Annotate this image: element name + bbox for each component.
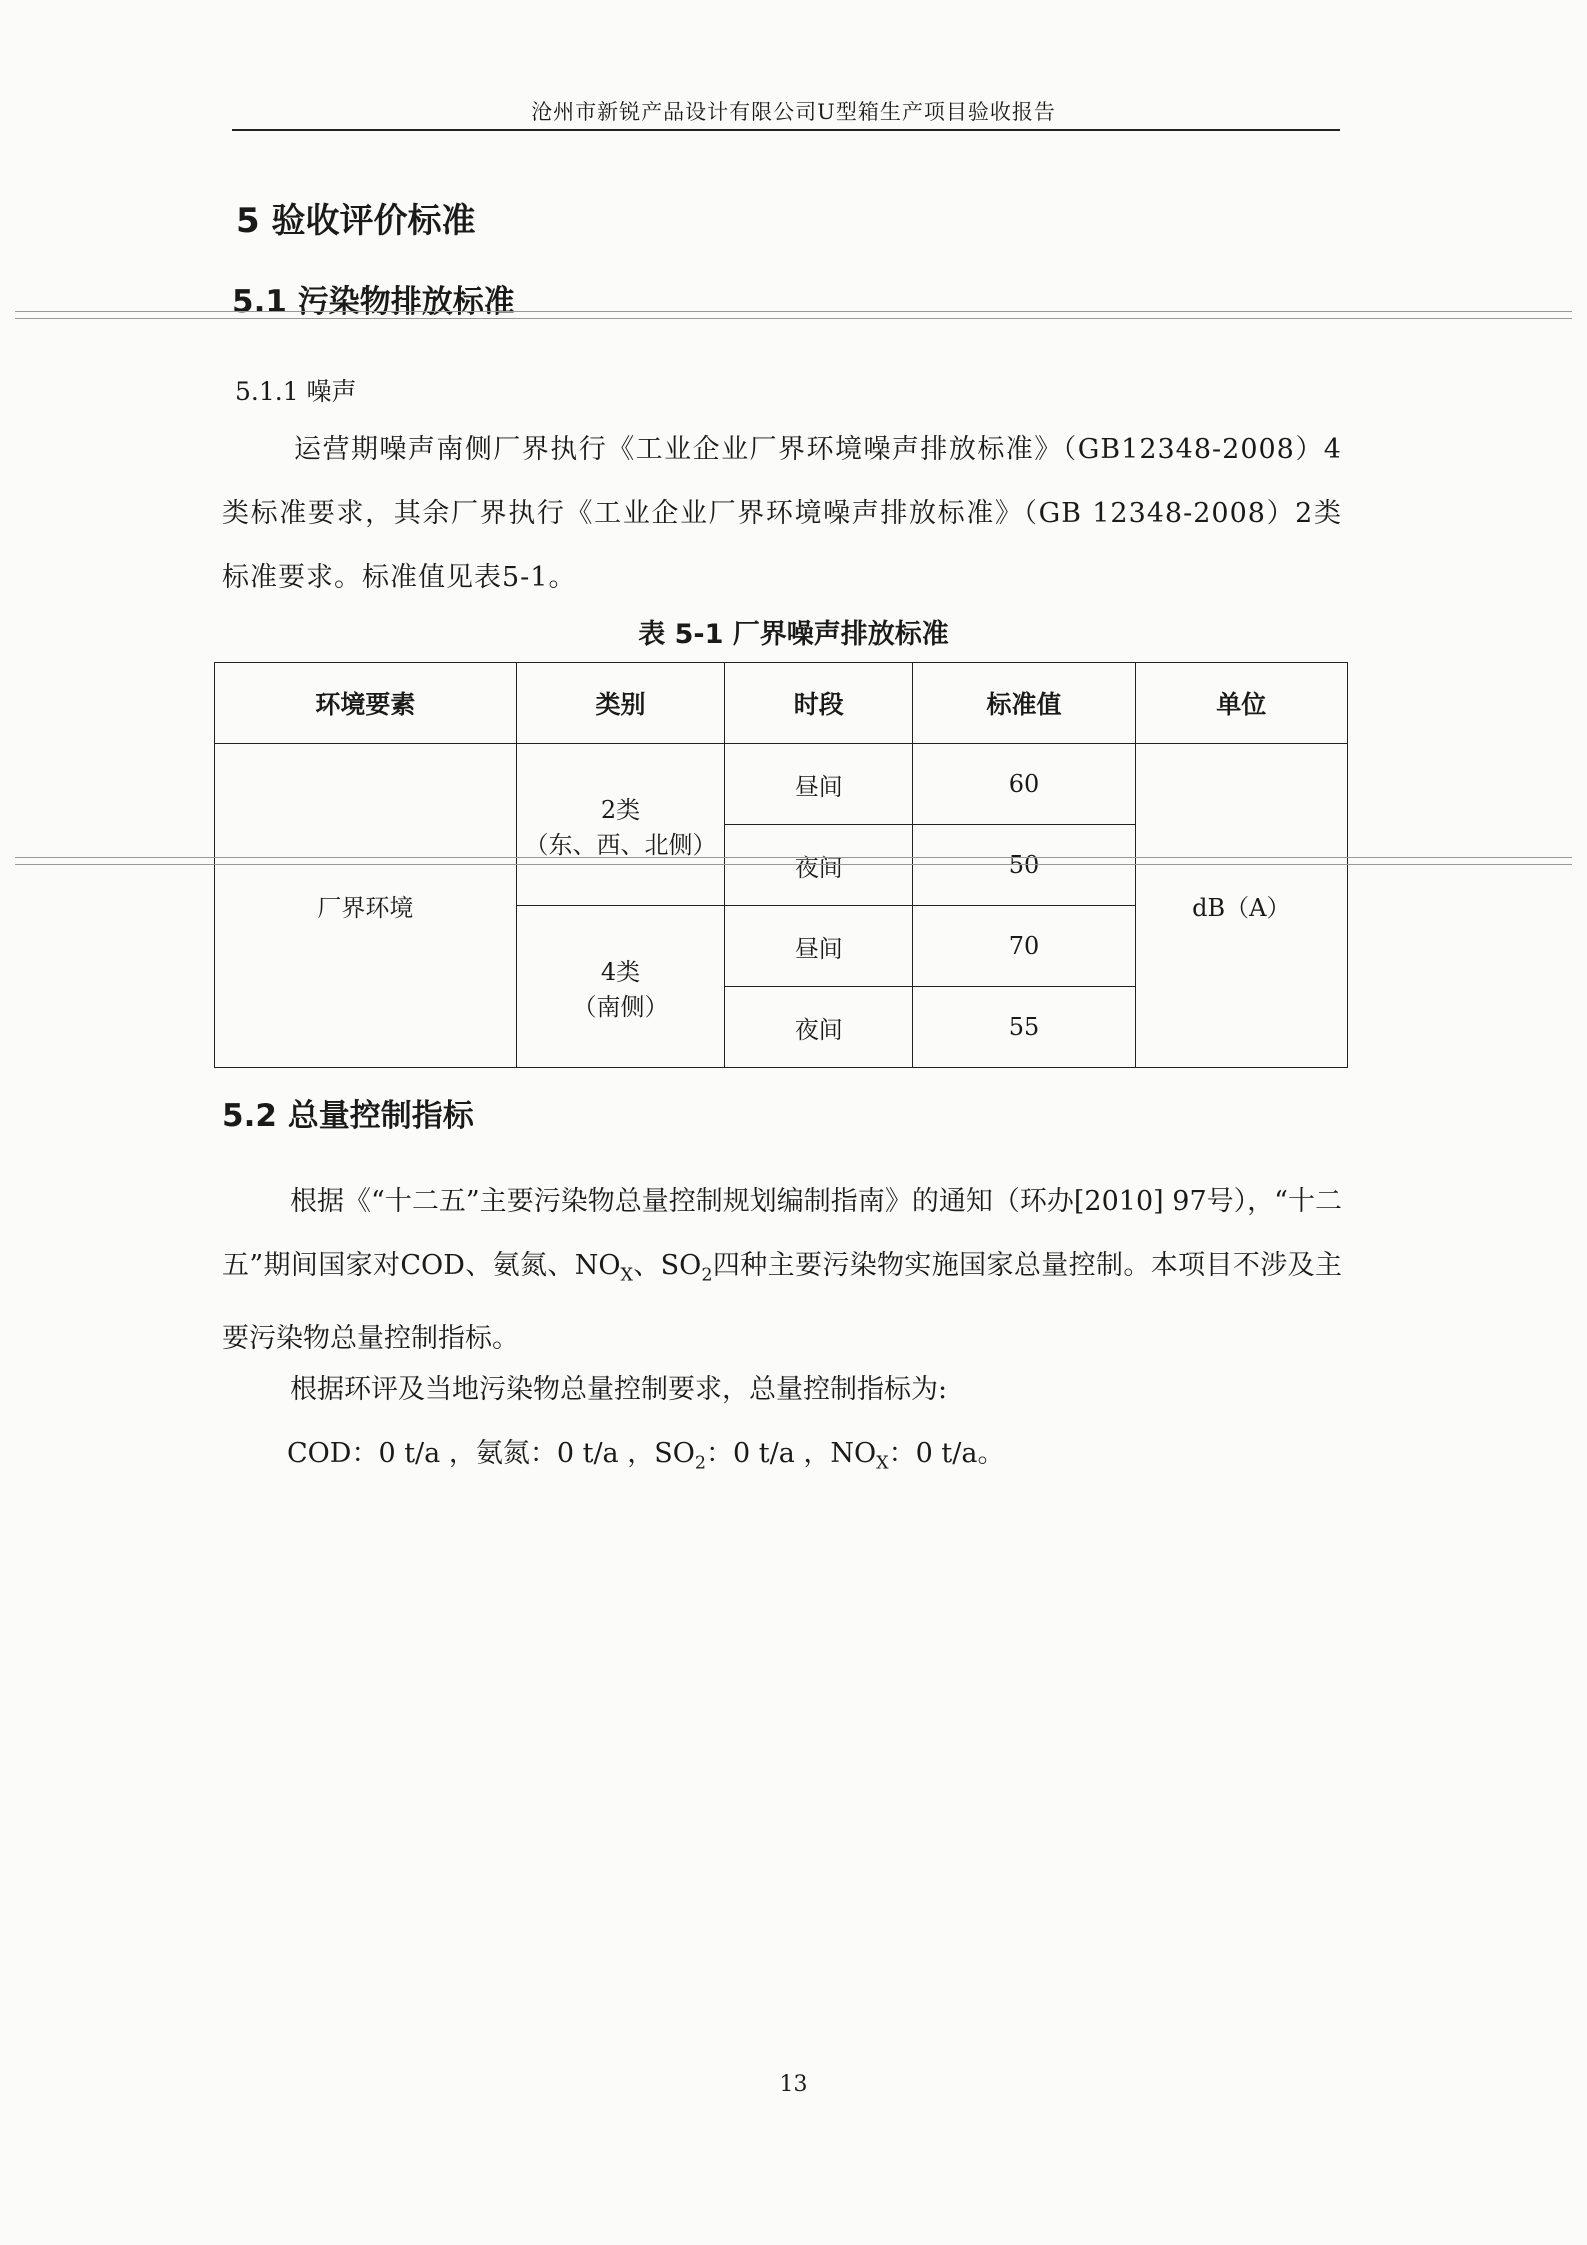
class-label: 2类 — [600, 795, 641, 824]
header-cell: 环境要素 — [215, 663, 517, 744]
subscript: X — [620, 1265, 633, 1286]
class-scope: （东、西、北侧） — [524, 830, 717, 859]
value-cell: 60 — [913, 744, 1135, 825]
period-cell: 夜间 — [725, 987, 913, 1068]
section-5-1-1-title: 5.1.1 噪声 — [235, 377, 357, 406]
header-cell: 单位 — [1135, 663, 1347, 744]
section-5-1-title: 5.1 污染物排放标准 — [232, 284, 515, 320]
text-run: ：0 t/a。 — [888, 1438, 1005, 1469]
header-rule — [232, 129, 1340, 131]
class-scope: （南侧） — [572, 992, 669, 1021]
text-run: ：0 t/a ，NO — [706, 1438, 877, 1469]
scan-artifact-line — [15, 864, 1572, 865]
control-values-line — [287, 1422, 1337, 1495]
text-run: 、SO — [632, 1250, 702, 1281]
noise-paragraph: 运营期噪声南侧厂界执行《工业企业厂界环境噪声排放标准》（GB12348-2008）4类标准要求，其余厂界执行《工业企业厂界环境噪声排放标准》（GB 12348-2008）2类标准要求。标准值见表5-1。 — [222, 434, 1342, 593]
text-run: 根据《“十二五”主要污染物总量控制规划编制指南》的通知（环办[2010] 97号），“十二五”期间国家对COD、氨氮、NO — [222, 1186, 1342, 1281]
text-run: COD：0 t/a ，氨氮：0 t/a ，SO — [287, 1438, 695, 1469]
subscript: 2 — [701, 1265, 713, 1286]
header-cell: 时段 — [725, 663, 913, 744]
value-cell: 50 — [913, 825, 1135, 906]
value-cell: 55 — [913, 987, 1135, 1068]
element-cell: 厂界环境 — [215, 744, 517, 1068]
table-header-row — [215, 663, 1348, 744]
header-cell: 类别 — [516, 663, 724, 744]
scan-artifact-line — [15, 311, 1572, 312]
period-cell: 夜间 — [725, 825, 913, 906]
class-cell — [516, 906, 724, 1068]
value-cell: 70 — [913, 906, 1135, 987]
section-5-title: 5 验收评价标准 — [236, 201, 476, 241]
period-cell: 昼间 — [725, 906, 913, 987]
scan-artifact-line — [15, 318, 1572, 319]
page-header: 沧州市新锐产品设计有限公司U型箱生产项目验收报告 — [531, 100, 1056, 124]
subscript: X — [876, 1453, 889, 1474]
class-cell — [516, 744, 724, 906]
total-control-paragraph — [222, 1170, 1342, 1371]
text-run: 四种主要污染物实施国家总量控制。本项目不涉及主要污染物总量控制指标。 — [222, 1250, 1342, 1355]
unit-cell: dB（A） — [1135, 744, 1347, 1068]
table-caption: 表 5-1 厂界噪声排放标准 — [638, 619, 949, 650]
class-label: 4类 — [600, 957, 641, 986]
table-row — [215, 744, 1348, 825]
section-5-2-title: 5.2 总量控制指标 — [222, 1098, 474, 1134]
page-number: 13 — [779, 2072, 808, 2097]
control-requirement-paragraph: 根据环评及当地污染物总量控制要求，总量控制指标为: — [290, 1374, 948, 1405]
header-cell: 标准值 — [913, 663, 1135, 744]
period-cell: 昼间 — [725, 744, 913, 825]
noise-standard-table — [214, 662, 1348, 1068]
scan-artifact-line — [15, 857, 1572, 858]
subscript: 2 — [694, 1453, 707, 1474]
